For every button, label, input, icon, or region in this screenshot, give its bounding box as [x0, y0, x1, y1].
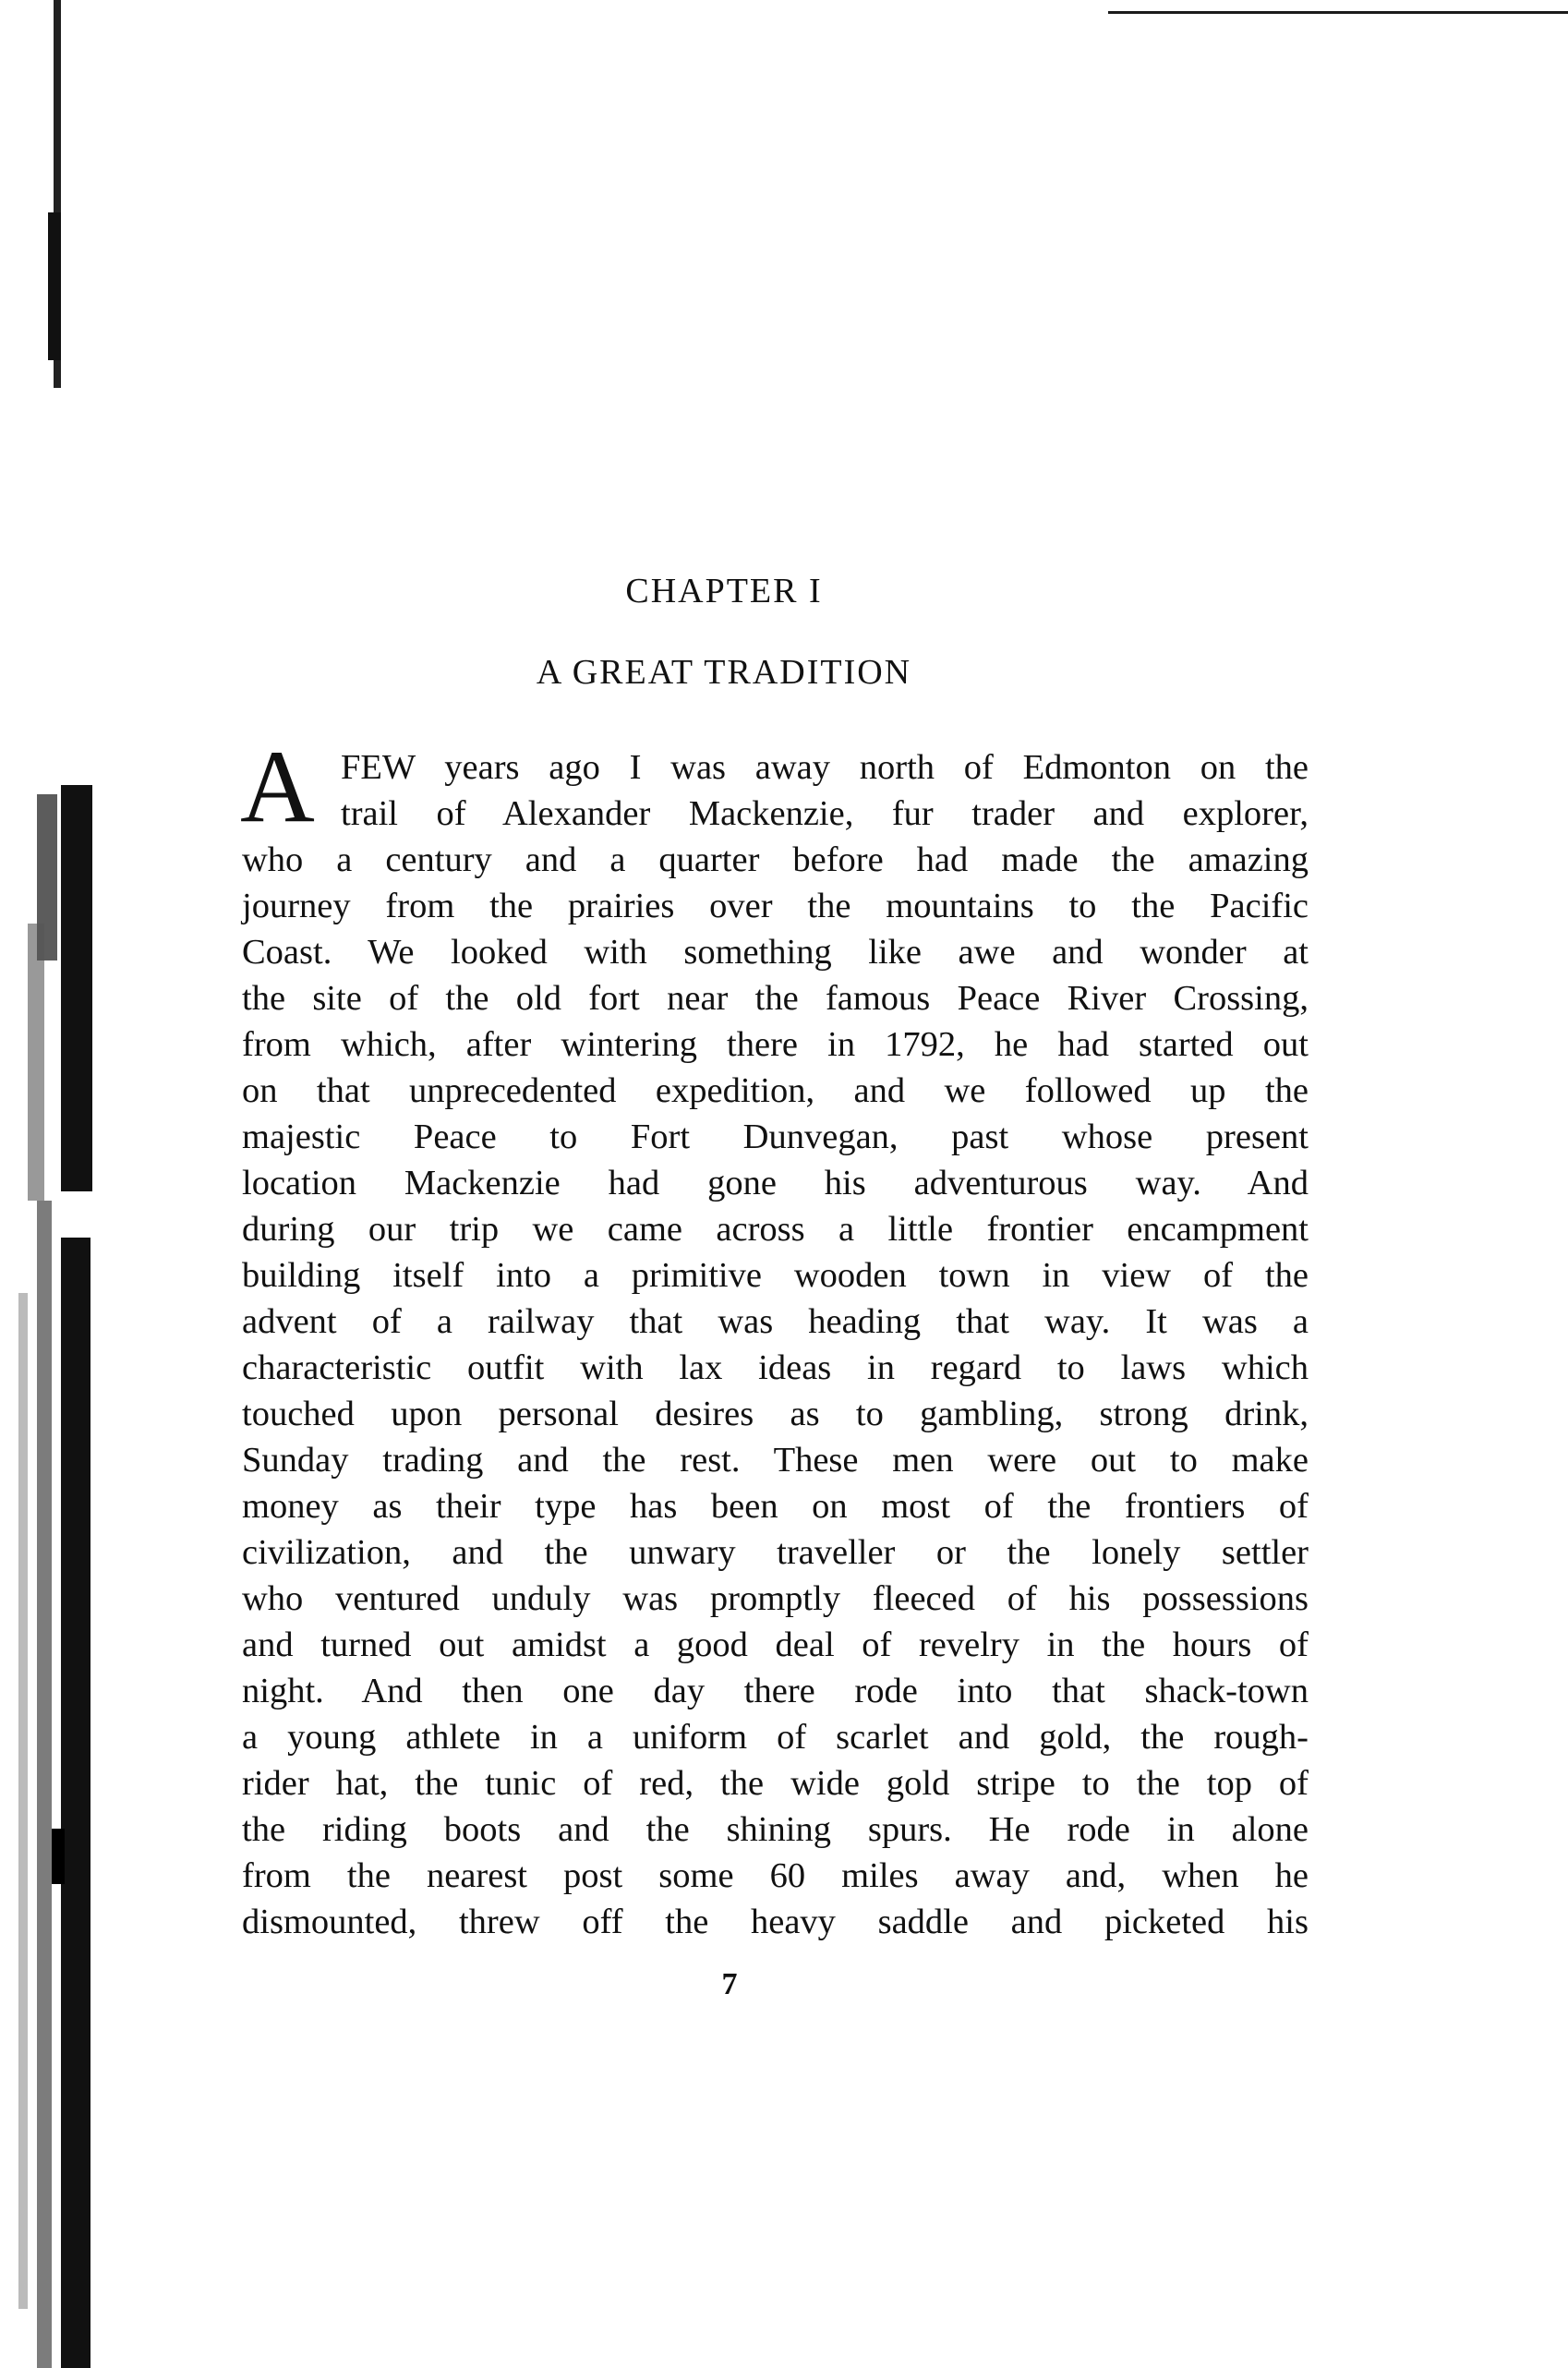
chapter-number: CHAPTER I — [625, 572, 823, 610]
text-line: night. And then one day there rode into that shack-town — [242, 1672, 1309, 1710]
text-line: Sunday trading and the rest. These men were out to make — [242, 1441, 1309, 1480]
scan-binding-shadow — [0, 0, 102, 2368]
text-line: from which, after wintering there in 1792, he had started out — [242, 1025, 1309, 1064]
drop-cap: A — [240, 730, 315, 844]
text-line: the riding boots and the shining spurs. He rode in alone — [242, 1810, 1309, 1849]
text-line: from the nearest post some 60 miles away and, when he — [242, 1856, 1309, 1895]
text-line: who a century and a quarter before had made the amazing — [242, 840, 1309, 879]
text-line: the site of the old fort near the famous Peace River Crossing, — [242, 979, 1309, 1018]
text-line: rider hat, the tunic of red, the wide gold stripe to the top of — [242, 1764, 1309, 1803]
text-line: Coast. We looked with something like awe and wonder at — [242, 933, 1309, 972]
text-line: majestic Peace to Fort Dunvegan, past whose present — [242, 1118, 1309, 1156]
text-line: a young athlete in a uniform of scarlet and gold, the rough- — [242, 1718, 1309, 1757]
chapter-body-text — [242, 744, 1309, 1945]
text-line: characteristic outfit with lax ideas in regard to laws which — [242, 1348, 1309, 1387]
page-number: 7 — [721, 1967, 738, 2001]
text-line: FEW years ago I was away north of Edmonton on the — [341, 748, 1309, 787]
text-line: location Mackenzie had gone his adventurous way. And — [242, 1164, 1309, 1202]
text-line: dismounted, threw off the heavy saddle and picketed his — [242, 1903, 1309, 1941]
text-line: trail of Alexander Mackenzie, fur trader and explorer, — [341, 794, 1309, 833]
text-line: money as their type has been on most of the frontiers of — [242, 1487, 1309, 1526]
text-line: who ventured unduly was promptly fleeced of his possessions — [242, 1579, 1309, 1618]
text-line: building itself into a primitive wooden town in view of the — [242, 1256, 1309, 1295]
text-line: journey from the prairies over the mountains to the Pacific — [242, 887, 1309, 925]
top-edge-rule — [1108, 11, 1568, 14]
chapter-title: A GREAT TRADITION — [536, 653, 912, 692]
text-line: and turned out amidst a good deal of revelry in the hours of — [242, 1625, 1309, 1664]
text-line: advent of a railway that was heading that way. It was a — [242, 1302, 1309, 1341]
text-line: civilization, and the unwary traveller or the lonely settler — [242, 1533, 1309, 1572]
text-line: during our trip we came across a little frontier encampment — [242, 1210, 1309, 1249]
text-line: touched upon personal desires as to gambling, strong drink, — [242, 1395, 1309, 1433]
text-line: on that unprecedented expedition, and we followed up the — [242, 1071, 1309, 1110]
